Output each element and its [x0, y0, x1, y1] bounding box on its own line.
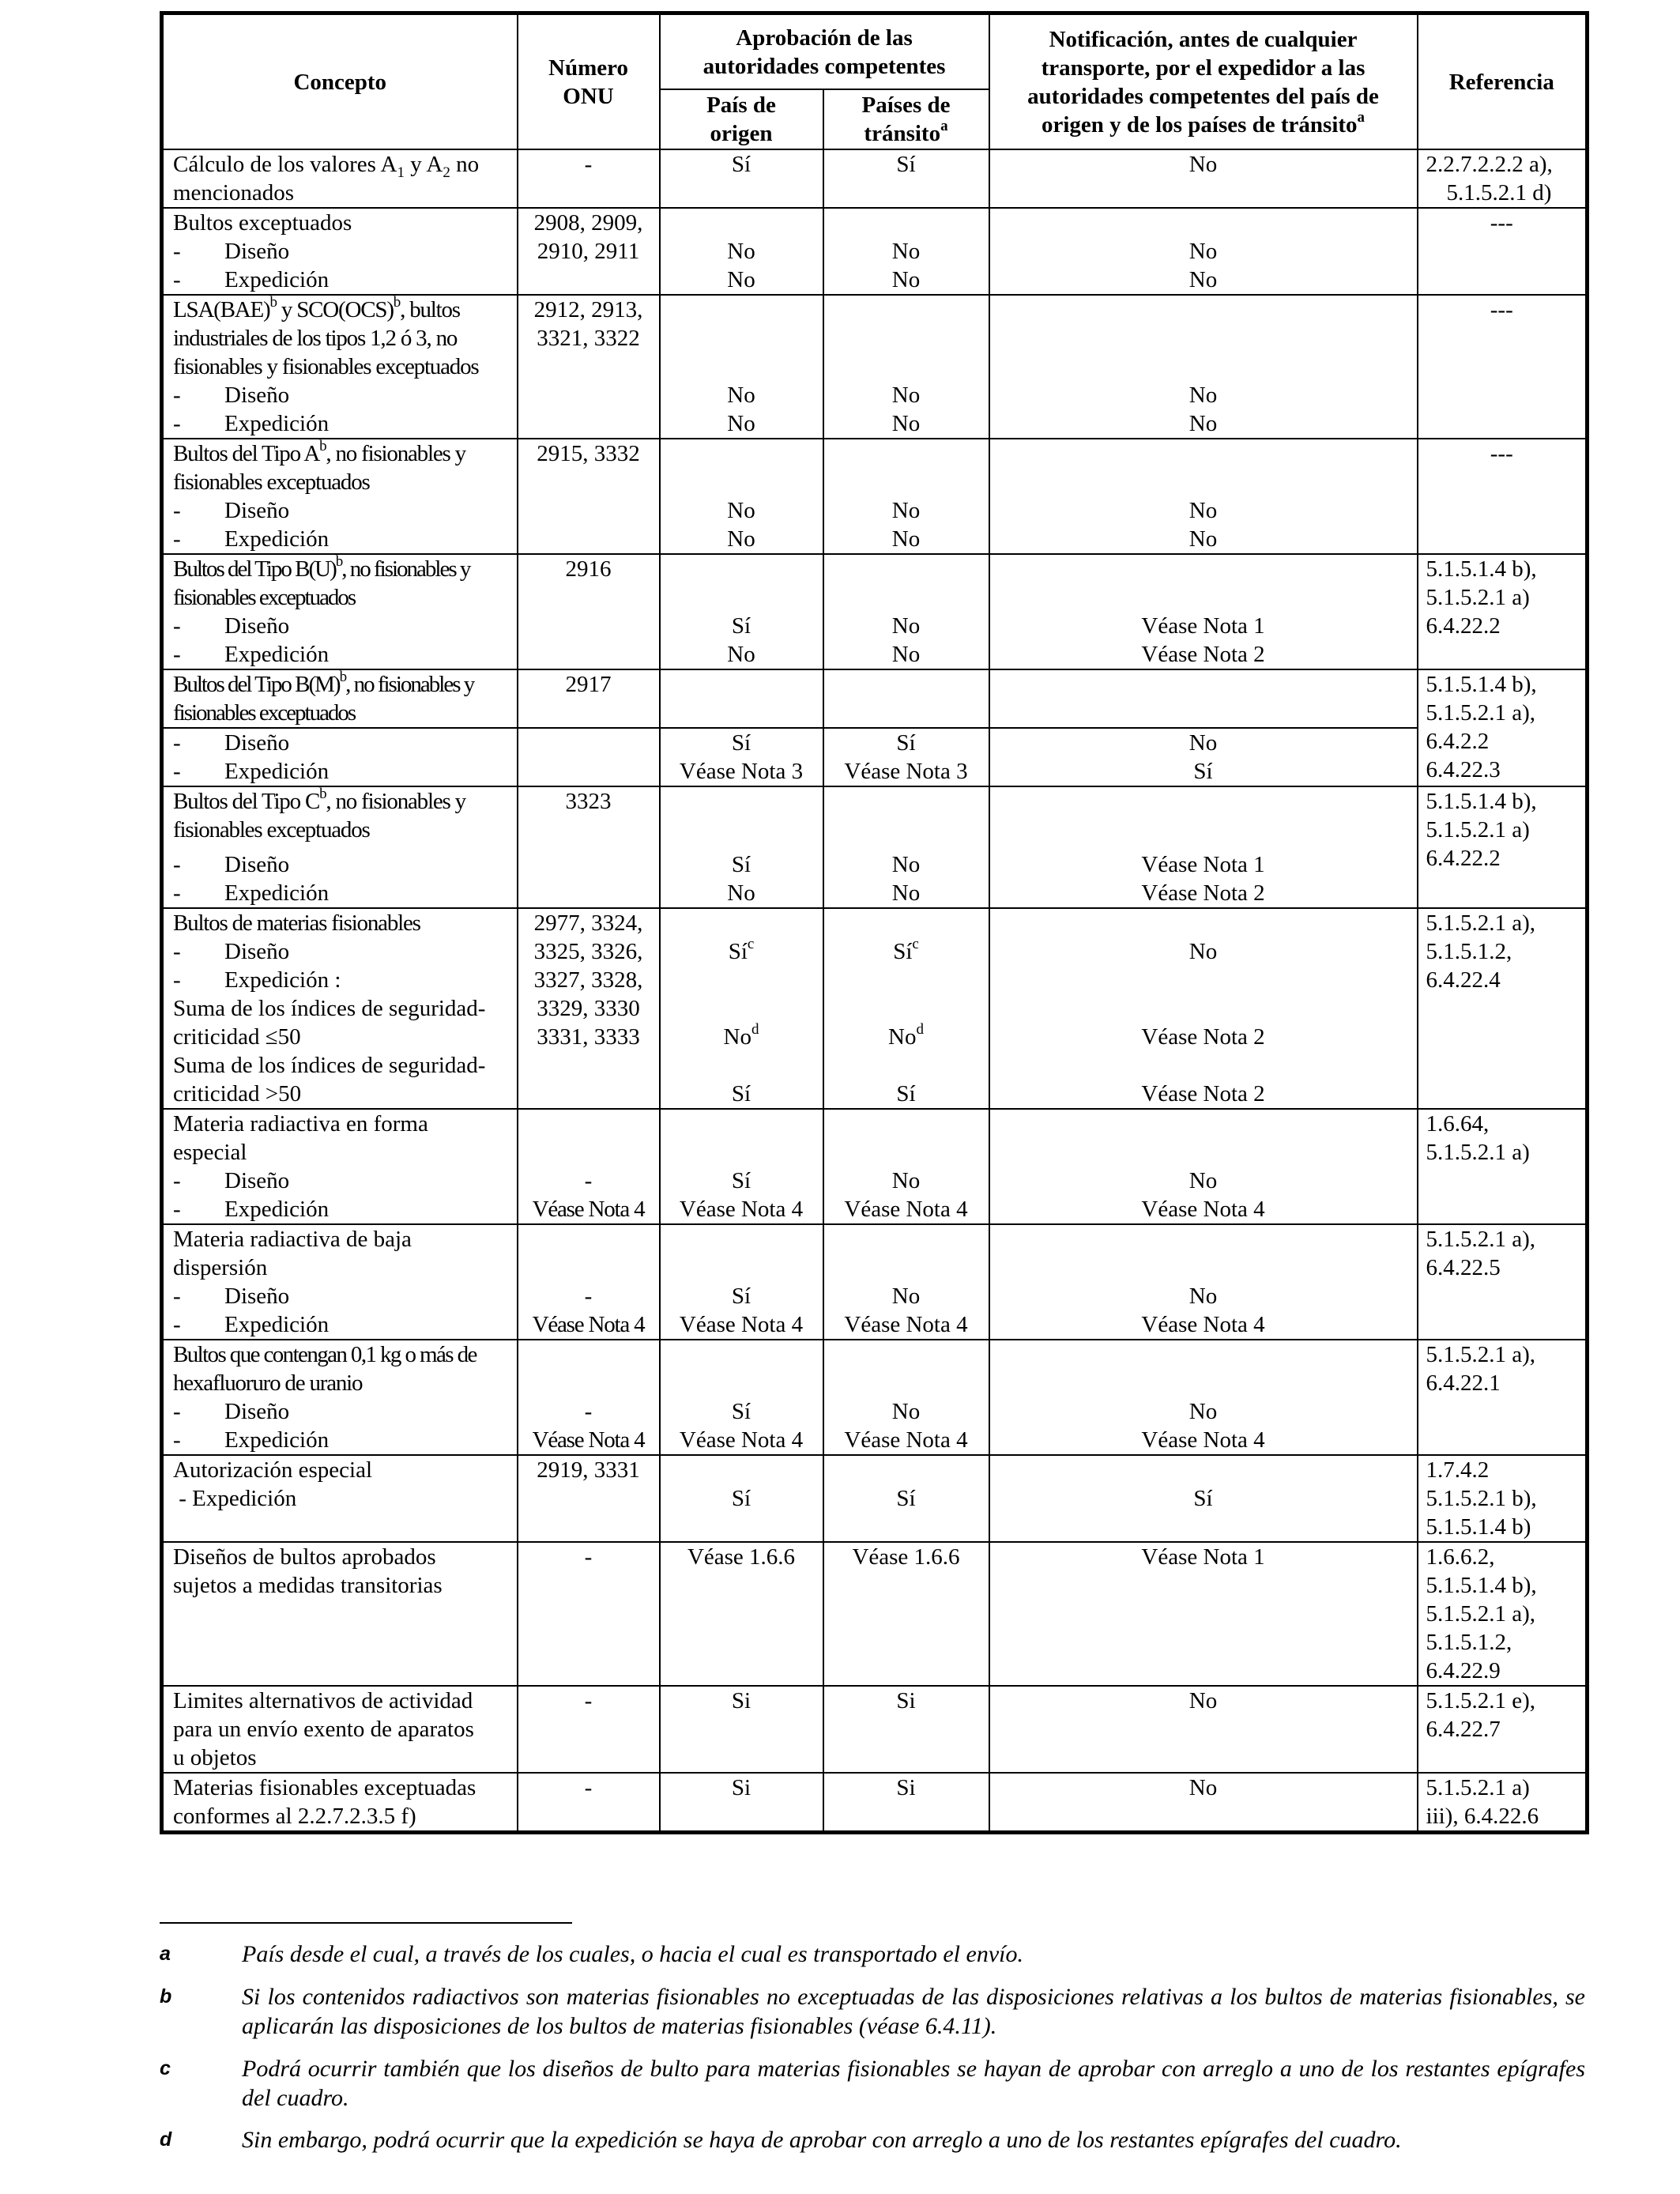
table-row [162, 786, 1588, 908]
referencia-cell: 5.1.5.2.1 e), 6.4.22.7 [1418, 1686, 1588, 1773]
transito-cell: No Véase Nota 4 [823, 1340, 989, 1455]
origen-cell: Sí Véase Nota 4 [660, 1340, 823, 1455]
table-row [162, 1686, 1588, 1773]
referencia-cell: --- [1418, 208, 1588, 295]
concept-cell: Bultos de materias fisionables - Diseño - Expedición : Suma de los índices de seguridad- criticidad ≤50 Suma de los índices de seguridad- criticidad >50 [162, 908, 518, 1109]
onu-cell: 3323 [518, 786, 660, 908]
origen-cell: $Sí^c$ No$^d$ Sí [660, 908, 823, 1109]
onu-cell: - [518, 149, 660, 208]
concept-cell: Bultos que contengan 0,1 kg o más de hexafluoruro de uranio - Diseño - Expedición [162, 1340, 518, 1455]
notificacion-cell: No Véase Nota 4 [989, 1340, 1418, 1455]
referencia-cell: 5.1.5.2.1 a), 6.4.22.1 [1418, 1340, 1588, 1455]
referencia-cell: 1.6.64, 5.1.5.2.1 a) [1418, 1109, 1588, 1224]
table-row [162, 1773, 1588, 1833]
notificacion-cell: No No [989, 439, 1418, 554]
table-row [162, 1455, 1588, 1542]
onu-cell [518, 728, 660, 786]
table-row [162, 1224, 1588, 1340]
transito-cell: Véase 1.6.6 [823, 1542, 989, 1686]
origen-cell: Sí No [660, 786, 823, 908]
table-row [162, 669, 1588, 728]
footnote-c [160, 2054, 1585, 2113]
concept-cell: Materia radiactiva en forma especial - Diseño - Expedición [162, 1109, 518, 1224]
onu-cell: 2919, 3331 [518, 1455, 660, 1542]
transito-cell: Sí Véase Nota 3 [823, 728, 989, 786]
concept-cell: LSA(BAE)$^b$ y SCO(OCS)$^b$, bultos industriales de los tipos 1,2 ó 3, no fisionables y fisionables exceptuados - Diseño - Expedición [162, 295, 518, 439]
origen-cell: Si [660, 1773, 823, 1833]
concept-cell: Bultos del Tipo $B(U)^b$, no fisionables y fisionables exceptuados - Diseño - Expedición [162, 554, 518, 669]
referencia-cell: 5.1.5.1.4 b), 5.1.5.2.1 a) 6.4.22.2 [1418, 554, 1588, 669]
notificacion-cell: Véase Nota 1 Véase Nota 2 [989, 786, 1418, 908]
onu-cell: 2917 [518, 669, 660, 728]
onu-cell: - Véase Nota 4 [518, 1109, 660, 1224]
transito-cell [823, 669, 989, 728]
concept-cell: Cálculo de los valores $A_1$ y $A_2$ no mencionados [162, 149, 518, 208]
table-row [162, 1109, 1588, 1224]
header-referencia: Referencia [1418, 13, 1588, 150]
footnote-mark: d [160, 2128, 172, 2151]
header-aprobacion: Aprobación de las autoridades competentes [660, 13, 989, 90]
transito-cell: No No [823, 208, 989, 295]
notificacion-cell: Sí [989, 1455, 1418, 1542]
notificacion-cell: No Véase Nota 4 [989, 1224, 1418, 1340]
transito-cell: Si [823, 1773, 989, 1833]
referencia-cell: --- [1418, 439, 1588, 554]
table-row [162, 208, 1588, 295]
notificacion-cell: No No [989, 295, 1418, 439]
header-paises-transito: Países de tránsito$^a$ [823, 89, 989, 149]
footnote-divider [160, 1922, 572, 1924]
header-notificacion: Notificación, antes de cualquier transporte, por el expedidor a las autoridades competentes del país de origen y de los países de tránsito$^a$ [989, 13, 1418, 150]
concept-cell: - Diseño - Expedición [162, 728, 518, 786]
referencia-cell: 5.1.5.2.1 a) iii), 6.4.22.6 [1418, 1773, 1588, 1833]
referencia-cell: 5.1.5.2.1 a), 6.4.22.5 [1418, 1224, 1588, 1340]
footnote-mark: b [160, 1985, 172, 2007]
transito-cell: No Véase Nota 4 [823, 1109, 989, 1224]
notificacion-cell: No Véase Nota 4 [989, 1109, 1418, 1224]
notificacion-cell: No [989, 1686, 1418, 1773]
notificacion-cell: No [989, 149, 1418, 208]
footnote-d [160, 2125, 1585, 2154]
referencia-cell: 5.1.5.1.4 b), 5.1.5.2.1 a), 6.4.2.2 6.4.22.3 [1418, 669, 1588, 786]
table-row [162, 439, 1588, 554]
table-row [162, 149, 1588, 208]
header-concepto: Concepto [162, 13, 518, 150]
origen-cell [660, 669, 823, 728]
transito-cell: $Sí^c$ No$^d$ Sí [823, 908, 989, 1109]
footnote-a [160, 1940, 1585, 1969]
referencia-cell: 1.6.6.2, 5.1.5.1.4 b), 5.1.5.2.1 a), 5.1.5.1.2, 6.4.22.9 [1418, 1542, 1588, 1686]
table-row [162, 908, 1588, 1109]
origen-cell: No No [660, 208, 823, 295]
notificacion-cell [989, 669, 1418, 728]
table-header-row [162, 13, 1588, 90]
transito-cell: Sí [823, 1455, 989, 1542]
footnote-text: País desde el cual, a través de los cuales, o hacia el cual es transportado el envío. [242, 1941, 1023, 1967]
referencia-cell: --- [1418, 295, 1588, 439]
onu-cell: 2908, 2909, 2910, 2911 [518, 208, 660, 295]
origen-cell: No No [660, 439, 823, 554]
origen-cell: Si [660, 1686, 823, 1773]
origen-cell: Sí [660, 149, 823, 208]
concept-cell: Bultos del Tipo $C^b$, no fisionables y fisionables exceptuados - Diseño - Expedición [162, 786, 518, 908]
referencia-cell: 5.1.5.1.4 b), 5.1.5.2.1 a) 6.4.22.2 [1418, 786, 1588, 908]
referencia-cell: 2.2.7.2.2.2 a), 5.1.5.2.1 d) [1418, 149, 1588, 208]
concept-cell: Autorización especial - Expedición [162, 1455, 518, 1542]
transito-cell: No Véase Nota 4 [823, 1224, 989, 1340]
origen-cell: Sí Véase Nota 3 [660, 728, 823, 786]
notificacion-cell: No No [989, 208, 1418, 295]
concept-cell: Bultos del Tipo $B(M)^b$, no fisionables y fisionables exceptuados [162, 669, 518, 728]
notificacion-cell: Véase Nota 1 [989, 1542, 1418, 1686]
onu-cell: - [518, 1773, 660, 1833]
transito-cell: No No [823, 554, 989, 669]
transito-cell: Si [823, 1686, 989, 1773]
footnote-mark: c [160, 2057, 171, 2079]
concept-cell: Bultos del Tipo $A^b$, no fisionables y fisionables exceptuados - Diseño - Expedición [162, 439, 518, 554]
concept-cell: Bultos exceptuados - Diseño - Expedición [162, 208, 518, 295]
transito-cell: No No [823, 439, 989, 554]
referencia-cell: 5.1.5.2.1 a), 5.1.5.1.2, 6.4.22.4 [1418, 908, 1588, 1109]
table-row [162, 1340, 1588, 1455]
table-row [162, 554, 1588, 669]
notificacion-cell: No Sí [989, 728, 1418, 786]
concept-cell: Materia radiactiva de baja dispersión - Diseño - Expedición [162, 1224, 518, 1340]
onu-cell: 2977, 3324, 3325, 3326, 3327, 3328, 3329, 3330 3331, 3333 [518, 908, 660, 1109]
origen-cell: Véase 1.6.6 [660, 1542, 823, 1686]
origen-cell: Sí Véase Nota 4 [660, 1224, 823, 1340]
transport-approval-table [160, 11, 1589, 1834]
concept-cell: Diseños de bultos aprobados sujetos a medidas transitorias [162, 1542, 518, 1686]
transito-cell: No No [823, 786, 989, 908]
onu-cell: - [518, 1542, 660, 1686]
onu-cell: 2912, 2913, 3321, 3322 [518, 295, 660, 439]
table-row [162, 1542, 1588, 1686]
origen-cell: No No [660, 295, 823, 439]
referencia-cell: 1.7.4.2 5.1.5.2.1 b), 5.1.5.1.4 b) [1418, 1455, 1588, 1542]
onu-cell: 2916 [518, 554, 660, 669]
transito-cell: No No [823, 295, 989, 439]
onu-cell: - Véase Nota 4 [518, 1340, 660, 1455]
notificacion-cell: Véase Nota 1 Véase Nota 2 [989, 554, 1418, 669]
header-pais-origen: País de origen [660, 89, 823, 149]
origen-cell: Sí Véase Nota 4 [660, 1109, 823, 1224]
notificacion-cell: No Véase Nota 2 Véase Nota 2 [989, 908, 1418, 1109]
footnote-text: Podrá ocurrir también que los diseños de bulto para materias fisionables se hayan de aprobar con arreglo a uno de los restantes epígrafes del cuadro. [242, 2056, 1585, 2111]
footnote-b [160, 1982, 1585, 2041]
onu-cell: - [518, 1686, 660, 1773]
footnote-text: Sin embargo, podrá ocurrir que la expedición se haya de aprobar con arreglo a uno de los restantes epígrafes del cuadro. [242, 2127, 1402, 2153]
header-numero-onu: Número ONU [518, 13, 660, 150]
transito-cell: Sí [823, 149, 989, 208]
table-row [162, 728, 1588, 786]
concept-cell: Limites alternativos de actividad para un envío exento de aparatos u objetos [162, 1686, 518, 1773]
notificacion-cell: No [989, 1773, 1418, 1833]
footnote-mark: a [160, 1943, 171, 1965]
table-row [162, 295, 1588, 439]
concept-cell: Materias fisionables exceptuadas conformes al 2.2.7.2.3.5 f) [162, 1773, 518, 1833]
origen-cell: Sí No [660, 554, 823, 669]
origen-cell: Sí [660, 1455, 823, 1542]
footnote-text: Si los contenidos radiactivos son materias fisionables no exceptuadas de las disposiciones relativas a los bultos de materias fisionables, se aplicarán las disposiciones de los bultos de materias fisionables (véase 6.4.11). [242, 1984, 1585, 2039]
onu-cell: - Véase Nota 4 [518, 1224, 660, 1340]
onu-cell: 2915, 3332 [518, 439, 660, 554]
